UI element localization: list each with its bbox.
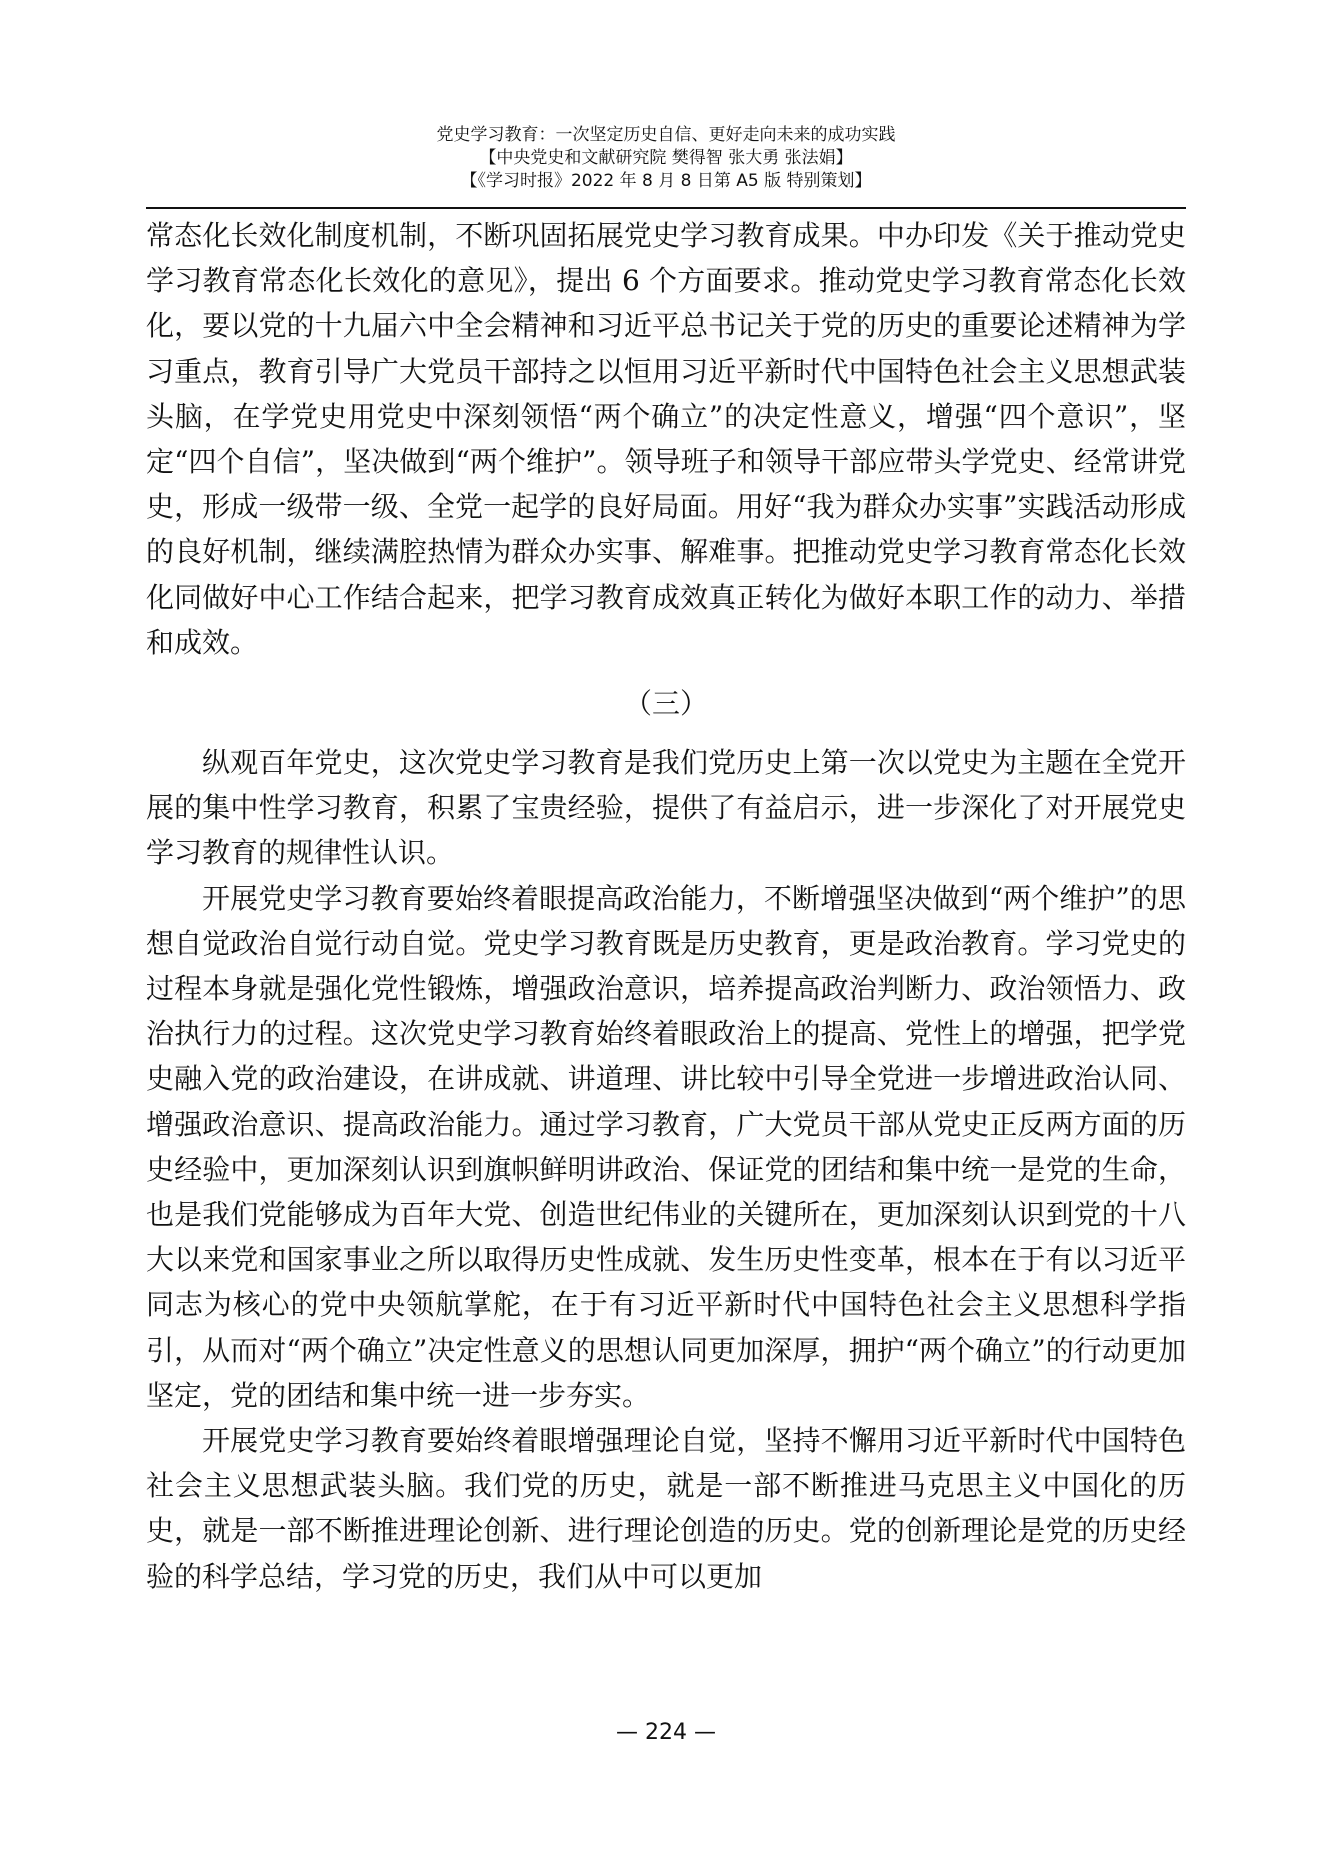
body-paragraph-3: 开展党史学习教育要始终着眼增强理论自觉，坚持不懈用习近平新时代中国特色社会主义思想武装头脑。我们党的历史，就是一部不断推进马克思主义中国化的历史，就是一部不断推进理论创新、进行理论创造的历史。党的创新理论是党的历史经验的科学总结，学习党的历史，我们从中可以更加 [146,1424,1186,1593]
section-heading: （三） [623,687,708,721]
body-paragraph-1: 纵观百年党史，这次党史学习教育是我们党历史上第一次以党史为主题在全党开展的集中性学习教育，积累了宝贵经验，提供了有益启示，进一步深化了对开展党史学习教育的规律性认识。 [146,746,1186,870]
page-number: — 224 — [616,1720,716,1745]
header-title: 党史学习教育：一次坚定历史自信、更好走向未来的成功实践 [436,125,896,145]
running-header [146,124,1186,193]
body-paragraph-2: 开展党史学习教育要始终着眼提高政治能力，不断增强坚决做到“两个维护”的思想自觉政治自觉行动自觉。党史学习教育既是历史教育，更是政治教育。学习党史的过程本身就是强化党性锻炼，增强政治意识，培养提高政治判断力、政治领悟力、政治执行力的过程。这次党史学习教育始终着眼政治上的提高、党性上的增强，把学党史融入党的政治建设，在讲成就、讲道理、讲比较中引导全党进一步增进政治认同、增强政治意识、提高政治能力。通过学习教育，广大党员干部从党史正反两方面的历史经验中，更加深刻认识到旗帜鲜明讲政治、保证党的团结和集中统一是党的生命，也是我们党能够成为百年大党、创造世纪伟业的关键所在，更加深刻认识到党的十八大以来党和国家事业之所以取得历史性成就、发生历史性变革，根本在于有以习近平同志为核心的党中央领航掌舵，在于有习近平新时代中国特色社会主义思想科学指引，从而对“两个确立”决定性意义的思想认同更加深厚，拥护“两个确立”的行动更加坚定，党的团结和集中统一进一步夯实。 [146,881,1186,1412]
header-divider [146,207,1186,209]
continuation-paragraph: 常态化长效化制度机制，不断巩固拓展党史学习教育成果。中办印发《关于推动党史学习教育常态化长效化的意见》，提出 6 个方面要求。推动党史学习教育常态化长效化，要以党的十九届六中全会精神和习近平总书记关于党的历史的重要论述精神为学习重点，教育引导广大党员干部持之以恒用习近平新时代中国特色社会主义思想武装头脑，在学党史用党史中深刻领悟“两个确立”的决定性意义，增强“四个意识”，坚定“四个自信”，坚决做到“两个维护”。领导班子和领导干部应带头学党史、经常讲党史，形成一级带一级、全党一起学的良好局面。用好“我为群众办实事”实践活动形成的良好机制，继续满腔热情为群众办实事、解难事。把推动党史学习教育常态化长效化同做好中心工作结合起来，把学习教育成效真正转化为做好本职工作的动力、举措和成效。 [146,219,1186,659]
article-body [146,213,1186,1599]
header-authors: 【中央党史和文献研究院 樊得智 张大勇 张法娟】 [479,148,853,168]
header-source: 【《学习时报》2022 年 8 月 8 日第 A5 版 特别策划】 [460,171,872,191]
